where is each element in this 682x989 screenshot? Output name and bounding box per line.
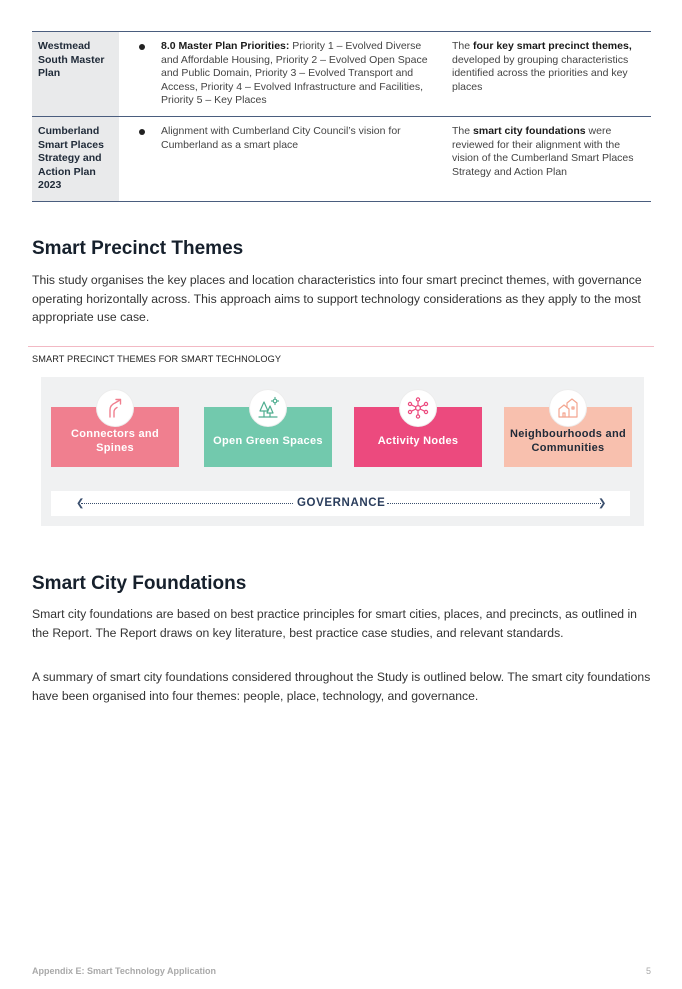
arrow-left-icon: ❮ [76, 498, 85, 509]
bullet-item [131, 125, 436, 152]
section-paragraph: This study organises the key places and location characteristics into four smart precinct themes, with governance operating horizontally across. This approach aims to support technology considerations as they apply to the most appropriate use case. [32, 273, 642, 324]
bullet-icon [139, 129, 145, 135]
table-row [32, 116, 651, 201]
table-row [32, 32, 651, 117]
theme-label: Neighbourhoods and Communities [509, 428, 626, 454]
document-content-cell [119, 32, 446, 117]
outcome-bold-text: smart city foundations [473, 124, 586, 137]
outcome-cell: The four key smart precinct themes, developed by grouping characteristics identified across the priorities and key places [446, 32, 651, 117]
theme-label: Activity Nodes [377, 435, 459, 447]
source-documents-table [32, 31, 651, 202]
theme-label: Connectors and Spines [71, 428, 159, 454]
theme-label: Open Green Spaces [213, 435, 323, 447]
footer-title: Appendix E: Smart Technology Application [32, 966, 217, 976]
document-name-cell: Westmead South Master Plan [32, 32, 119, 117]
section-paragraph: A summary of smart city foundations considered throughout the Study is outlined below. The smart city foundations have been organised into four themes: people, place, technology, and governance. [32, 670, 651, 703]
bullet-item [131, 40, 436, 108]
document-content-cell [119, 116, 446, 201]
section-heading-smart-city-foundations: Smart City Foundations [32, 573, 247, 594]
section-paragraph: Smart city foundations are based on best practice principles for smart cities, places, and precincts, as outlined in the Report. The Report draws on key literature, best practice case studies, and relevant standards. [32, 607, 637, 640]
figure-caption: SMART PRECINCT THEMES FOR SMART TECHNOLOGY [32, 354, 282, 364]
governance-label: GOVERNANCE [297, 497, 386, 509]
page-number: 5 [646, 966, 652, 976]
document-name-cell: Cumberland Smart Places Strategy and Action Plan 2023 [32, 116, 119, 201]
arrow-right-icon: ❯ [598, 498, 607, 509]
figure-divider [28, 346, 654, 347]
governance-line-left [81, 503, 293, 504]
outcome-bold-text: four key smart precinct themes, [473, 40, 632, 52]
section-heading-smart-precinct-themes: Smart Precinct Themes [32, 238, 244, 259]
bullet-bold-text: 8.0 Master Plan Priorities: [161, 40, 290, 52]
bullet-text: Priority 1 – Evolved Diverse and Affordable Housing, Priority 2 – Evolved Open Space and Public Domain, Priority 3 – Evolved Transport and Access, Priority 4 – Evolved Infrastructure and Facilities, Priority 5 – Key Places [161, 40, 428, 107]
network-node-icon [399, 389, 437, 427]
governance-bar [51, 491, 630, 516]
trees-sun-icon [249, 389, 287, 427]
bullet-icon [139, 44, 145, 50]
bullet-text: Alignment with Cumberland City Council’s vision for Cumberland as a smart place [161, 124, 401, 151]
governance-line-right [387, 503, 601, 504]
road-arrow-icon [96, 389, 134, 427]
houses-icon [549, 389, 587, 427]
outcome-cell: The smart city foundations were reviewed for their alignment with the vision of the Cumberland Smart Places Strategy and Action Plan [446, 116, 651, 201]
